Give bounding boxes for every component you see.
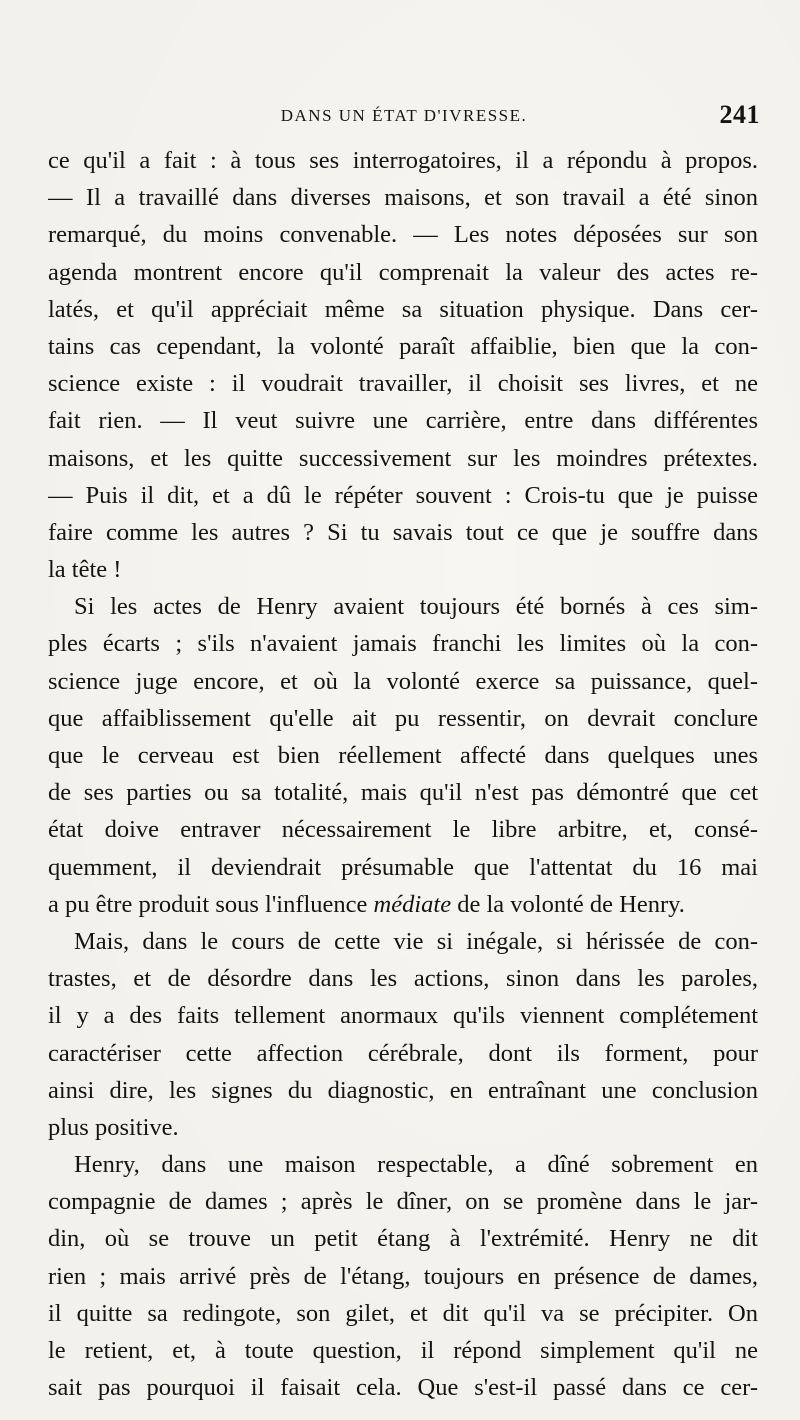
text-segment: de la volonté de Henry. [451, 890, 685, 918]
text-line: Si les actes de Henry avaient toujours été bornés à ces sim- [74, 593, 758, 621]
italic-emphasis: médiate [373, 890, 452, 918]
body-text [48, 142, 758, 1406]
text-line: que le cerveau est bien réellement affecté dans quelques unes [48, 742, 758, 769]
text-line: science existe : il voudrait travailler, il choisit ses livres, et ne [48, 370, 758, 398]
text-line: caractériser cette affection cérébrale, dont ils forment, pour [48, 1039, 758, 1067]
text-line: latés, et qu'il appréciait même sa situation physique. Dans cer- [48, 295, 758, 323]
text-line: ce qu'il a fait : à tous ses interrogatoires, il a répondu à propos. [48, 147, 758, 174]
text-line: din, où se trouve un petit étang à l'extrémité. Henry ne dit [48, 1225, 758, 1253]
text-line: ples écarts ; s'ils n'avaient jamais franchi les limites où la con- [48, 630, 758, 658]
text-line: compagnie de dames ; après le dîner, on se promène dans le jar- [48, 1188, 758, 1216]
text-line: trastes, et de désordre dans les actions, sinon dans les paroles, [48, 965, 758, 993]
text-line: tains cas cependant, la volonté paraît affaiblie, bien que la con- [48, 332, 758, 360]
text-line: maisons, et les quitte successivement sur les moindres prétextes. [48, 444, 758, 472]
page-header [48, 102, 760, 142]
text-line: Henry, dans une maison respectable, a dîné sobrement en [74, 1151, 758, 1179]
text-line: de ses parties ou sa totalité, mais qu'il n'est pas démontré que cet [48, 779, 758, 807]
text-line: que affaiblissement qu'elle ait pu ressentir, on devrait conclure [48, 704, 758, 732]
text-line: le retient, et, à toute question, il répond simplement qu'il ne [48, 1337, 758, 1364]
text-line: remarqué, du moins convenable. — Les notes déposées sur son [48, 221, 758, 249]
text-line: quemment, il deviendrait présumable que l'attentat du 16 mai [48, 853, 758, 881]
text-line: faire comme les autres ? Si tu savais tout ce que je souffre dans [48, 518, 758, 546]
text-line [48, 886, 758, 923]
page-number: 241 [719, 100, 760, 129]
text-line: Mais, dans le cours de cette vie si inégale, si hérissée de con- [74, 927, 758, 955]
text-line: — Il a travaillé dans diverses maisons, et son travail a été sinon [48, 184, 758, 212]
text-line: fait rien. — Il veut suivre une carrière, entre dans différentes [48, 407, 758, 435]
text-line: science juge encore, et où la volonté exerce sa puissance, quel- [48, 667, 758, 695]
text-line: — Puis il dit, et a dû le répéter souvent : Crois-tu que je puisse [48, 481, 758, 509]
text-line: rien ; mais arrivé près de l'étang, toujours en présence de dames, [48, 1262, 758, 1290]
text-segment: a pu être produit sous l'influence [48, 890, 374, 918]
text-line: sait pas pourquoi il faisait cela. Que s'est-il passé dans ce cer- [48, 1374, 758, 1402]
text-line: la tête ! [48, 556, 122, 584]
text-line: agenda montrent encore qu'il comprenait la valeur des actes re- [48, 258, 758, 286]
text-line: plus positive. [48, 1113, 179, 1141]
text-line: état doive entraver nécessairement le libre arbitre, et, consé- [48, 816, 758, 844]
running-title: DANS UN ÉTAT D'IVRESSE. [280, 106, 528, 125]
text-line: il quitte sa redingote, son gilet, et dit qu'il va se précipiter. On [48, 1299, 758, 1327]
text-line: il y a des faits tellement anormaux qu'ils viennent complétement [48, 1002, 758, 1030]
text-line: ainsi dire, les signes du diagnostic, en entraînant une conclusion [48, 1076, 758, 1104]
